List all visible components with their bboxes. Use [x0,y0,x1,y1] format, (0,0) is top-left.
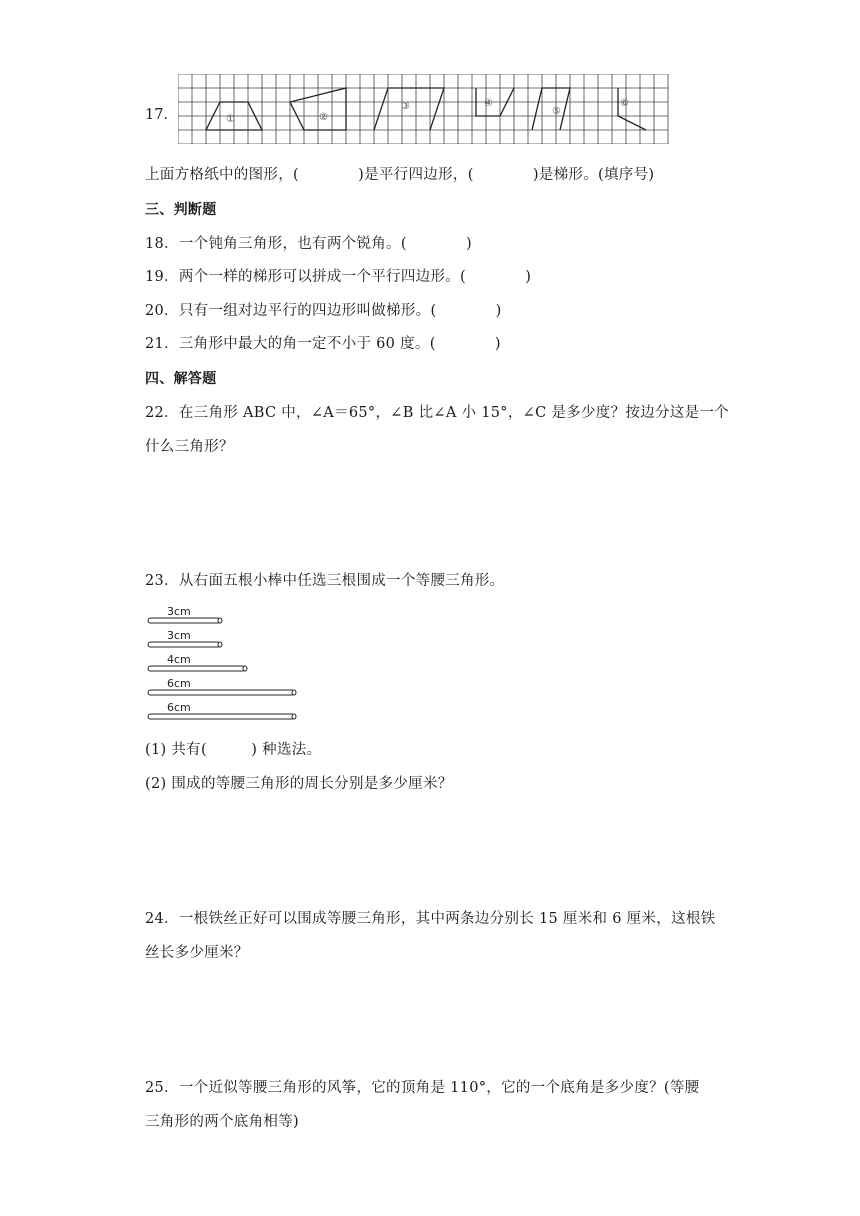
stick-4-label: 6cm [167,677,191,690]
question-24-line1: 24．一根铁丝正好可以围成等腰三角形，其中两条边分别长 15 厘米和 6 厘米，这根铁 [145,911,716,927]
stick-1 [148,618,222,623]
sticks-figure [145,603,315,725]
question-22-line2: 什么三角形？ [145,439,234,455]
shape-6-label: ⑥ [620,98,629,109]
stick-2 [148,642,222,647]
question-25-line1: 25．一个近似等腰三角形的风筝，它的顶角是 110°，它的一个底角是多少度？(等腰 [145,1080,700,1096]
shape-4-label: ④ [484,98,493,109]
shape-6-lines [618,88,646,130]
stick-3 [148,666,247,671]
stick-2-label: 3cm [167,629,191,642]
question-18: 18．一个钝角三角形，也有两个锐角。( ) [145,236,472,252]
section-3-title: 三、判断题 [145,202,217,218]
shape-3-label: ③ [401,101,410,112]
shape-5-parallelogram [532,88,570,130]
question-17-text: 上面方格纸中的图形，( )是平行四边形，( )是梯形。(填序号) [145,167,655,183]
shape-1-label: ① [226,114,235,125]
question-21: 21．三角形中最大的角一定不小于 60 度。( ) [145,336,501,352]
question-23-sub1: (1) 共有( ) 种选法。 [145,742,322,758]
stick-3-label: 4cm [167,653,191,666]
question-22-line1: 22．在三角形 ABC 中，∠A＝65°，∠B 比∠A 小 15°，∠C 是多少度？按边分这是一个 [145,405,729,421]
grid-paper-figure [178,74,678,144]
question-19: 19．两个一样的梯形可以拼成一个平行四边形。( ) [145,269,532,285]
stick-4 [148,690,296,695]
stick-1-label: 3cm [167,605,191,618]
stick-5 [148,714,296,719]
shape-2-label: ② [319,112,328,123]
question-20: 20．只有一组对边平行的四边形叫做梯形。( ) [145,303,502,319]
question-24-line2: 丝长多少厘米？ [145,945,249,961]
question-25-line2: 三角形的两个底角相等) [145,1114,299,1130]
question-23-sub2: (2) 围成的等腰三角形的周长分别是多少厘米？ [145,776,453,792]
stick-5-label: 6cm [167,701,191,714]
section-4-title: 四、解答题 [145,371,217,387]
shape-5-label: ⑤ [552,106,561,117]
question-23-line1: 23．从右面五根小棒中任选三根围成一个等腰三角形。 [145,573,505,589]
question-17-number: 17． [145,107,178,123]
